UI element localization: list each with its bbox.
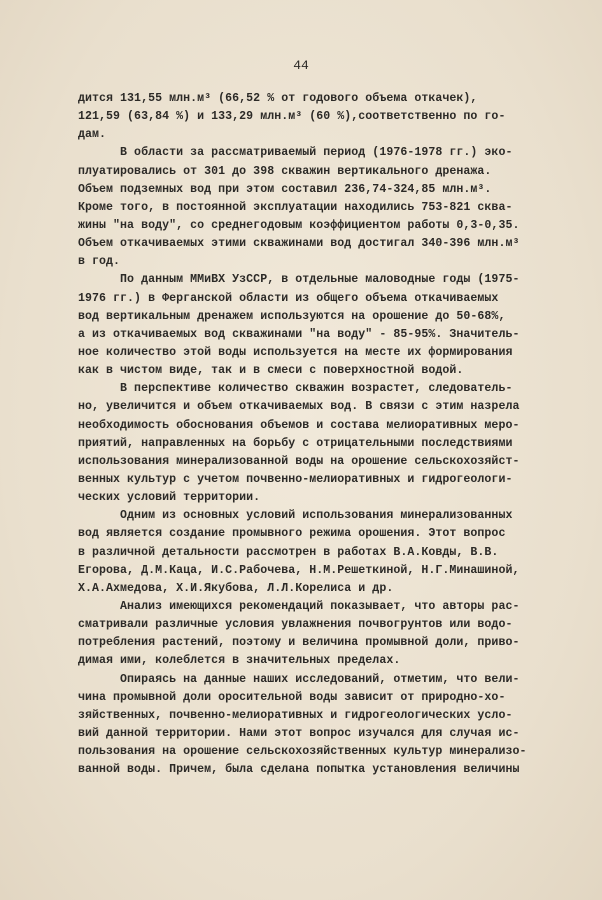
text-line: димая ими, колеблется в значительных пределах. (78, 654, 401, 668)
text-line: вий данной территории. Нами этот вопрос изучался для случая ис- (78, 726, 520, 740)
text-line: 121,59 (63,84 %) и 133,29 млн.м³ (60 %),соответственно по го- (78, 110, 506, 124)
text-line: Объем подземных вод при этом составил 236,74-324,85 млн.м³. (78, 182, 492, 196)
text-line: как в чистом виде, так и в смеси с поверхностной водой. (78, 364, 464, 378)
text-line: а из откачиваемых вод скважинами "на воду" - 85-95%. Значитель- (78, 327, 520, 341)
text-line: Одним из основных условий использования минерализованных (78, 509, 513, 523)
text-line: венных культур с учетом почвенно-мелиоративных и гидрогеологи- (78, 472, 513, 486)
text-line: но, увеличится и объем откачиваемых вод. В связи с этим назрела (78, 400, 520, 414)
text-line: необходимость обоснования объемов и состава мелиоративных меро- (78, 418, 520, 432)
text-line: Анализ имеющихся рекомендаций показывает, что авторы рас- (78, 599, 520, 613)
text-line: в различной детальности рассмотрен в работах В.А.Ковды, В.В. (78, 545, 499, 559)
text-line: жины "на воду", со среднегодовым коэффициентом работы 0,3-0,35. (78, 218, 520, 232)
text-line: В области за рассматриваемый период (1976-1978 гг.) эко- (78, 146, 513, 160)
text-line: чина промывной доли оросительной воды зависит от природно-хо- (78, 690, 506, 704)
text-line: дится 131,55 млн.м³ (66,52 % от годового объема откачек), (78, 92, 478, 105)
text-line: В перспективе количество скважин возрастет, следователь- (78, 382, 513, 396)
text-line: Егорова, Д.М.Каца, И.С.Рабочева, Н.М.Решеткиной, Н.Г.Минашиной, (78, 563, 520, 577)
text-line: потребления растений, поэтому и величина промывной доли, приво- (78, 636, 520, 650)
text-line: Х.А.Ахмедова, Х.И.Якубова, Л.Л.Корелиса и др. (78, 581, 394, 595)
text-line: пользования на орошение сельскохозяйственных культур минерализо- (78, 745, 527, 759)
text-line: 1976 гг.) в Ферганской области из общего объема откачиваемых (78, 291, 499, 305)
text-line: ванной воды. Причем, была сделана попытка установления величины (78, 763, 520, 777)
text-line: ческих условий территории. (78, 491, 261, 505)
text-line: вод вертикальным дренажем используются на орошение до 50-68%, (78, 309, 506, 323)
body-text (78, 90, 568, 779)
text-line: ное количество этой воды используется на месте их формирования (78, 345, 513, 359)
text-line: приятий, направленных на борьбу с отрицательными последствиями (78, 436, 513, 450)
text-line: использования минерализованной воды на орошение сельскохозяйст- (78, 454, 520, 468)
text-line: сматривали различные условия увлажнения почвогрунтов или водо- (78, 618, 513, 632)
text-line: Объем откачиваемых этими скважинами вод достигал 340-396 млн.м³ (78, 237, 520, 251)
page-number: 44 (293, 58, 309, 73)
text-line: зяйственных, почвенно-мелиоративных и гидрогеологических усло- (78, 708, 513, 722)
text-line: дам. (78, 128, 107, 142)
text-line: Кроме того, в постоянной эксплуатации находились 753-821 сква- (78, 200, 513, 214)
text-line: плуатировались от 301 до 398 скважин вертикального дренажа. (78, 164, 492, 178)
text-line: в год. (78, 255, 121, 269)
text-line: Опираясь на данные наших исследований, отметим, что вели- (78, 672, 520, 686)
text-line: вод является создание промывного режима орошения. Этот вопрос (78, 527, 506, 541)
text-line: По данным ММиВХ УзССР, в отдельные маловодные годы (1975- (78, 273, 520, 287)
